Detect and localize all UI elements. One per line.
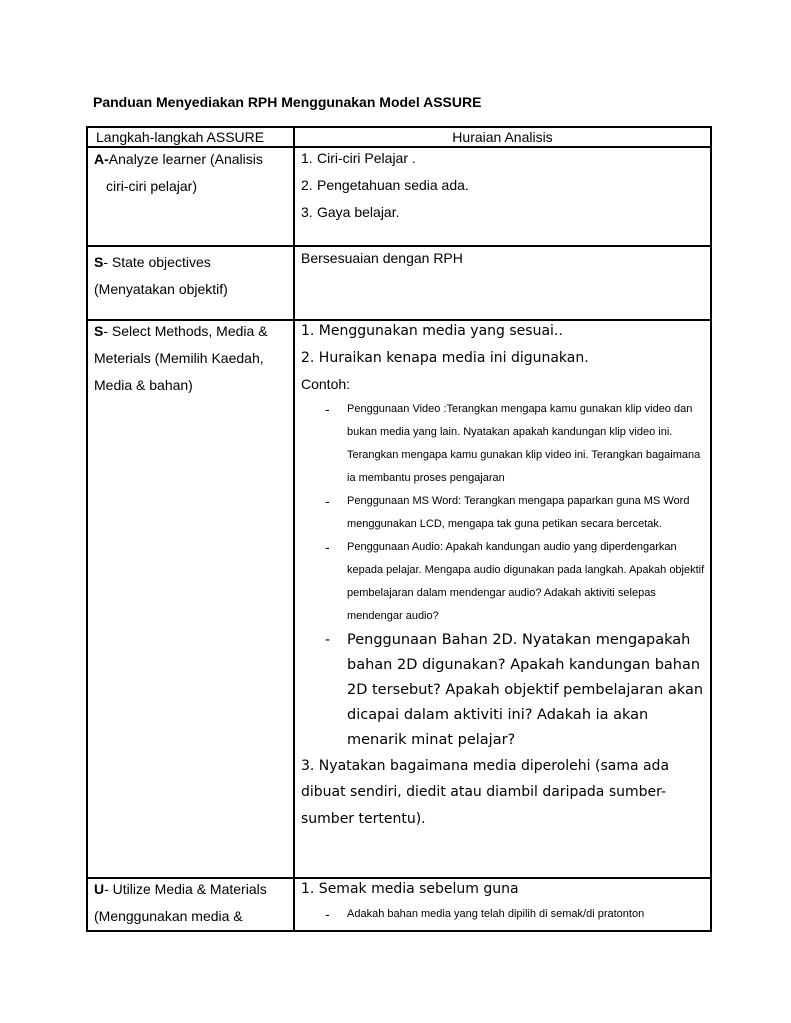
table-header-row xyxy=(87,127,711,147)
list-item: - Penggunaan MS Word: Terangkan mengapa paparkan guna MS Word menggunakan LCD, mengapa tak guna petikan secara bercetak. xyxy=(325,492,690,530)
document-title: Panduan Menyediakan RPH Menggunakan Model ASSURE xyxy=(93,94,482,110)
analysis-cell xyxy=(294,147,711,246)
point-1: 1. Semak media sebelum guna xyxy=(301,881,519,897)
table-row xyxy=(87,878,711,931)
step-cell xyxy=(87,147,294,246)
step-text-cont: (Menyatakan objektif) xyxy=(94,281,228,297)
step-cell xyxy=(87,246,294,320)
table-row xyxy=(87,246,711,320)
header-steps: Langkah-langkah ASSURE xyxy=(87,127,294,147)
point-2: 2. Huraikan kenapa media ini digunakan. xyxy=(301,349,589,366)
header-analysis: Huraian Analisis xyxy=(294,127,711,147)
list-item: - Adakah bahan media yang telah dipilih di semak/di pratonton xyxy=(325,905,645,922)
step-text: - Utilize Media & Materials xyxy=(104,881,267,897)
step-cell xyxy=(87,878,294,931)
list-item: - Penggunaan Bahan 2D. Nyatakan mengapakah bahan 2D digunakan? Apakah kandungan bahan 2D tersebut? Apakah objektif pembelajaran akan dicapai dalam aktiviti ini? Adakah ia akan menarik minat pelajar? xyxy=(325,631,704,748)
list-item: 2. Pengetahuan sedia ada. xyxy=(301,177,469,193)
step-letter: S xyxy=(94,323,104,339)
list-item: 1. Ciri-ciri Pelajar . xyxy=(301,150,416,166)
list-item: - Penggunaan Video :Terangkan mengapa kamu gunakan klip video dan bukan media yang lain. Nyatakan apakah kandungan klip video ini. Terangkan mengapa kamu gunakan klip video ini. Terangkan bagaimana ia membantu proses pengajaran xyxy=(325,400,701,484)
analysis-cell: Bersesuaian dengan RPH xyxy=(294,246,711,320)
step-text: - Select Methods, Media & xyxy=(103,323,268,339)
step-letter: A- xyxy=(94,151,109,167)
step-cell xyxy=(87,320,294,878)
list-item: 3. Gaya belajar. xyxy=(301,204,400,220)
example-label: Contoh: xyxy=(301,376,351,392)
media-bullets xyxy=(301,398,710,753)
point-3: 3. Nyatakan bagaimana media diperolehi (sama ada dibuat sendiri, diedit atau diambil daripada sumber-sumber tertentu). xyxy=(301,757,670,827)
point-1: 1. Menggunakan media yang sesuai.. xyxy=(301,323,563,339)
step-text: - State objectives xyxy=(103,254,211,270)
table-row xyxy=(87,320,711,878)
assure-table xyxy=(86,126,712,932)
step-text: Analyze learner (Analisis xyxy=(108,151,263,167)
step-text-cont: (Menggunakan media & xyxy=(94,908,243,924)
analysis-cell xyxy=(294,878,711,931)
list-item: - Penggunaan Audio: Apakah kandungan audio yang diperdengarkan kepada pelajar. Mengapa audio digunakan pada langkah. Apakah objektif pembelajaran dalam mendengar audio? Adakah aktiviti selepas mendengar audio? xyxy=(325,538,705,622)
analysis-cell xyxy=(294,320,711,878)
step-letter: U xyxy=(94,881,105,897)
step-text-cont: Media & bahan) xyxy=(94,377,193,393)
table-row xyxy=(87,147,711,246)
step-letter: S xyxy=(94,254,104,270)
step-text-cont: ciri-ciri pelajar) xyxy=(106,178,198,194)
step-text-cont: Meterials (Memilih Kaedah, xyxy=(94,350,264,366)
